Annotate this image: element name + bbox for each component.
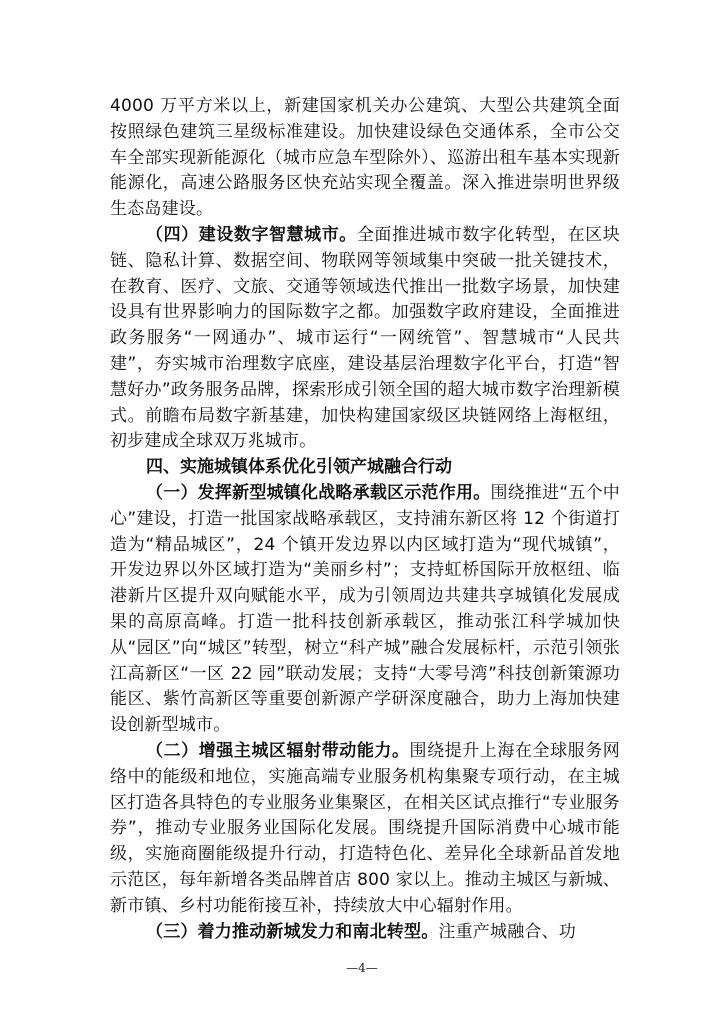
section-heading: 四、实施城镇体系优化引领产城融合行动 bbox=[146, 457, 452, 478]
paragraph-text: 围绕提升上海在全球服务网络中的能级和地位，实施高端专业服务机构集聚专项行动，在主城区打造各具特色的专业服务业集聚区，在相关区试点推行“专业服务券”，推动专业服务业国际化发展。围绕提升国际消费中心城市能级，实施商圈能级提升行动，打造特色化、差异化全球新品首发地示范区，每年新增各类品牌首店 800 家以上。推动主城区与新城、新市镇、乡村功能衔接互补，持续放大中心辐射作用。 bbox=[110, 740, 621, 916]
item-lead: （三）着力推动新城发力和南北转型。 bbox=[146, 921, 439, 942]
document-page bbox=[110, 94, 620, 945]
paragraph-text: 全面推进城市数字化转型，在区块链、隐私计算、数据空间、物联网等领域集中突破一批关键技术，在教育、医疗、文旅、交通等领域迭代推出一批数字场景，加快建设具有世界影响力的国际数字之都。加强数字政府建设，全面推进政务服务“一网通办”、城市运行“一网统管”、智慧城市“人民共建”，夯实城市治理数字底座，建设基层治理数字化平台，打造“智慧好办”政务服务品牌，探索形成引领全国的超大城市数字治理新模式。前瞻布局数字新基建，加快构建国家级区块链网络上海枢纽，初步建成全球双万兆城市。 bbox=[110, 224, 620, 452]
paragraph-text: 围绕推进“五个中心”建设，打造一批国家战略承载区，支持浦东新区将 12 个街道打造为“精品城区”，24 个镇开发边界以内区域打造为“现代城镇”，开发边界以外区域打造为“美丽乡村”；支持虹桥国际开放枢纽、临港新片区提升双向赋能水平，成为引领周边共建共享城镇化发展成果的高原高峰。打造一批科技创新承载区，推动张江科学城加快从“园区”向“城区”转型，树立“科产城”融合发展标杆，示范引领张江高新区“一区 22 园”联动发展；支持“大零号湾”科技创新策源功能区、紫竹高新区等重要创新源产学研深度融合，助力上海加快建设创新型城市。 bbox=[110, 482, 620, 736]
item-lead: （一）发挥新型城镇化战略承载区示范作用。 bbox=[146, 482, 491, 503]
paragraph-text: 注重产城融合、功 bbox=[438, 921, 577, 942]
item-lead: （四）建设数字智慧城市。 bbox=[146, 224, 357, 245]
paragraph-new-towns bbox=[110, 920, 620, 946]
paragraph-digital-city bbox=[110, 223, 620, 455]
page-number: —4— bbox=[346, 961, 378, 975]
paragraph-strategic-zones bbox=[110, 481, 620, 739]
paragraph-main-city bbox=[110, 739, 620, 920]
paragraph-text: 4000 万平方米以上，新建国家机关办公建筑、大型公共建筑全面按照绿色建筑三星级标准建设。加快建设绿色交通体系，全市公交车全部实现新能源化（城市应急车型除外）、巡游出租车基本实现新能源化，高速公路服务区快充站实现全覆盖。深入推进崇明世界级生态岛建设。 bbox=[110, 96, 620, 220]
item-lead: （二）增强主城区辐射带动能力。 bbox=[146, 740, 410, 761]
paragraph-green-building bbox=[110, 94, 620, 223]
